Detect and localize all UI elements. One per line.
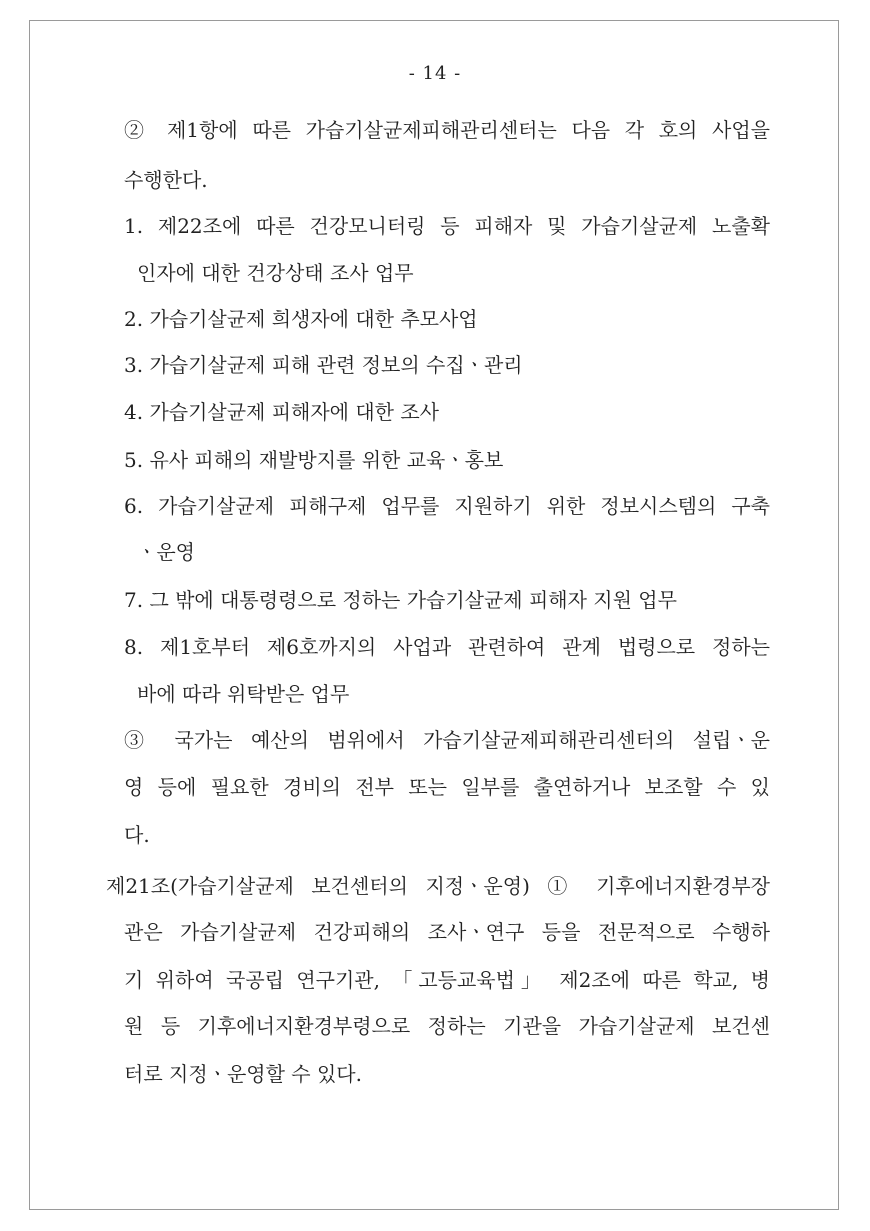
article-21-line-2: 관은 가습기살균제 건강피해의 조사ㆍ연구 등을 전문적으로 수행하 [124, 920, 770, 944]
item-1-line-1: 1. 제22조에 따른 건강모니터링 등 피해자 및 가습기살균제 노출확 [124, 214, 770, 238]
paragraph-3-line-1: ③ 국가는 예산의 범위에서 가습기살균제피해관리센터의 설립ㆍ운 [124, 728, 770, 752]
item-5: 5. 유사 피해의 재발방지를 위한 교육ㆍ홍보 [124, 448, 504, 472]
article-21-line-4: 원 등 기후에너지환경부령으로 정하는 기관을 가습기살균제 보건센 [124, 1014, 770, 1038]
item-7: 7. 그 밖에 대통령령으로 정하는 가습기살균제 피해자 지원 업무 [124, 588, 677, 612]
item-1-line-2: 인자에 대한 건강상태 조사 업무 [137, 261, 414, 285]
item-3: 3. 가습기살균제 피해 관련 정보의 수집ㆍ관리 [124, 353, 523, 377]
paragraph-2-line-1: ② 제1항에 따른 가습기살균제피해관리센터는 다음 각 호의 사업을 [124, 118, 770, 142]
article-21-line-3: 기 위하여 국공립 연구기관, 「고등교육법」 제2조에 따른 학교, 병 [124, 968, 770, 992]
paragraph-3-line-3: 다. [124, 823, 150, 847]
paragraph-2-line-2: 수행한다. [124, 168, 208, 192]
paragraph-3-line-2: 영 등에 필요한 경비의 전부 또는 일부를 출연하거나 보조할 수 있 [124, 775, 770, 799]
page-number: - 14 - [408, 63, 462, 84]
article-21-line-5: 터로 지정ㆍ운영할 수 있다. [124, 1062, 362, 1086]
item-6-line-2: ㆍ운영 [137, 540, 195, 564]
item-4: 4. 가습기살균제 피해자에 대한 조사 [124, 400, 439, 424]
item-6-line-1: 6. 가습기살균제 피해구제 업무를 지원하기 위한 정보시스템의 구축 [124, 494, 770, 518]
article-21-line-1: 제21조(가습기살균제 보건센터의 지정ㆍ운영) ① 기후에너지환경부장 [106, 874, 770, 898]
item-8-line-2: 바에 따라 위탁받은 업무 [137, 682, 350, 706]
item-8-line-1: 8. 제1호부터 제6호까지의 사업과 관련하여 관계 법령으로 정하는 [124, 635, 770, 659]
item-2: 2. 가습기살균제 희생자에 대한 추모사업 [124, 307, 478, 331]
